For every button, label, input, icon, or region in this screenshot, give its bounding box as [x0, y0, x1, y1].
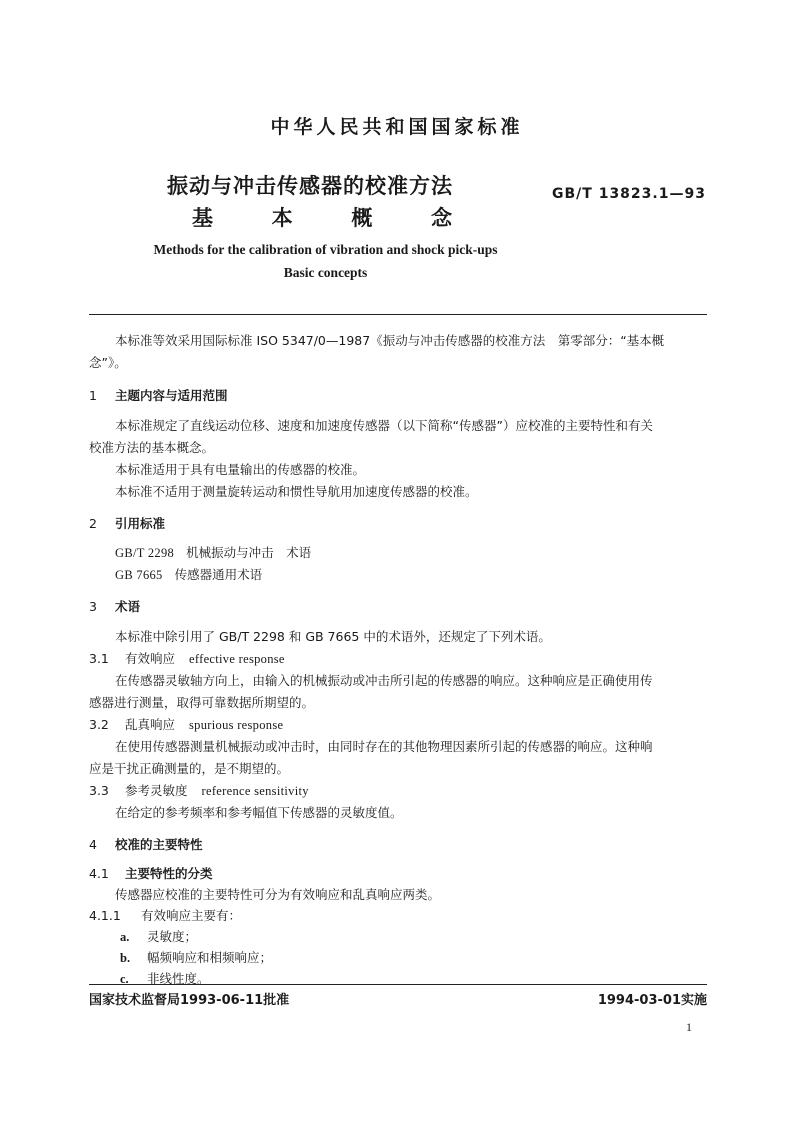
paragraph: 本标准适用于具有电量输出的传感器的校准。 — [115, 462, 366, 477]
term-cn: 乱真响应 — [125, 717, 176, 732]
paragraph: 本标准规定了直线运动位移、速度和加速度传感器（以下简称“传感器”）应校准的主要特性和有关 — [115, 418, 653, 433]
reference-title: 传感器通用术语 — [174, 567, 263, 582]
page-number: 1 — [686, 1020, 692, 1034]
section-title: 术语 — [115, 599, 141, 614]
term-number: 3.1 — [89, 651, 109, 666]
list-item — [120, 927, 197, 945]
subsection-4-1 — [89, 864, 213, 882]
standard-code: GB/T 13823.1—93 — [552, 186, 706, 202]
term-number: 3.3 — [89, 783, 109, 798]
term-definition: 在给定的参考频率和参考幅值下传感器的灵敏度值。 — [115, 805, 403, 820]
section-2-heading — [89, 514, 165, 532]
subsection-number: 4.1.1 — [89, 908, 121, 923]
section-number: 1 — [89, 388, 97, 403]
reference-code: GB/T 2298 — [115, 546, 175, 560]
subsection-number: 4.1 — [89, 866, 109, 881]
reference-item — [115, 543, 311, 561]
approval-info: 国家技术监督局1993-06-11批准 — [89, 993, 290, 1008]
term-3-3 — [89, 781, 309, 799]
list-text: 非线性度。 — [147, 971, 210, 986]
intro-line-2: 念”》。 — [89, 355, 127, 370]
list-text: 幅频响应和相频响应； — [147, 950, 273, 965]
english-subtitle: Basic concepts — [283, 265, 368, 280]
issuing-org: 中华人民共和国国家标准 — [270, 116, 524, 138]
paragraph: 本标准中除引用了 GB/T 2298 和 GB 7665 中的术语外，还规定了下列术语。 — [115, 629, 551, 644]
section-1-heading — [89, 386, 228, 404]
subsection-4-1-1 — [89, 906, 241, 924]
document-title: 振动与冲击传感器的校准方法 — [167, 174, 453, 198]
subtitle-char: 本 — [271, 206, 293, 230]
term-cn: 有效响应 — [125, 651, 176, 666]
section-3-heading — [89, 597, 140, 615]
subtitle-char: 基 — [192, 206, 213, 230]
section-title: 主题内容与适用范围 — [115, 388, 228, 403]
document-subtitle — [192, 202, 452, 232]
reference-title: 机械振动与冲击 术语 — [186, 545, 312, 560]
section-4-heading — [89, 835, 203, 853]
list-letter: a. — [120, 930, 130, 944]
section-title: 校准的主要特性 — [115, 837, 203, 852]
subsection-text: 有效响应主要有： — [141, 908, 242, 923]
subtitle-char: 概 — [351, 206, 373, 230]
reference-item — [115, 565, 262, 583]
term-number: 3.2 — [89, 717, 109, 732]
footer-divider — [89, 984, 707, 985]
intro-line-1: 本标准等效采用国际标准 ISO 5347/0—1987《振动与冲击传感器的校准方法 第零部分：“基本概 — [115, 333, 665, 348]
section-number: 4 — [89, 837, 97, 852]
reference-code: GB 7665 — [115, 568, 163, 582]
section-number: 2 — [89, 516, 97, 531]
paragraph: 传感器应校准的主要特性可分为有效响应和乱真响应两类。 — [115, 887, 441, 902]
term-3-1 — [89, 649, 285, 667]
section-number: 3 — [89, 599, 97, 614]
term-cn: 参考灵敏度 — [125, 783, 188, 798]
subtitle-char: 念 — [430, 206, 452, 230]
english-title: Methods for the calibration of vibration and shock pick-ups — [153, 242, 498, 257]
effective-date: 1994-03-01实施 — [597, 993, 707, 1008]
term-3-2 — [89, 715, 283, 733]
term-en: effective response — [189, 652, 285, 666]
section-title: 引用标准 — [115, 516, 166, 531]
term-en: spurious response — [189, 718, 284, 732]
list-letter: c. — [120, 972, 129, 986]
paragraph: 本标准不适用于测量旋转运动和惯性导航用加速度传感器的校准。 — [115, 484, 478, 499]
term-definition: 在传感器灵敏轴方向上，由输入的机械振动或冲击所引起的传感器的响应。这种响应是正确使用传 — [115, 673, 653, 688]
subsection-title: 主要特性的分类 — [125, 866, 213, 881]
paragraph: 校准方法的基本概念。 — [89, 440, 215, 455]
list-text: 灵敏度； — [147, 929, 198, 944]
term-en: reference sensitivity — [201, 784, 309, 798]
term-definition: 应是干扰正确测量的，是不期望的。 — [89, 761, 290, 776]
term-definition: 在使用传感器测量机械振动或冲击时，由同时存在的其他物理因素所引起的传感器的响应。这种响 — [115, 739, 653, 754]
header-divider — [89, 314, 707, 315]
term-definition: 感器进行测量，取得可靠数据所期望的。 — [89, 695, 315, 710]
list-item — [120, 948, 272, 966]
list-letter: b. — [120, 951, 131, 965]
